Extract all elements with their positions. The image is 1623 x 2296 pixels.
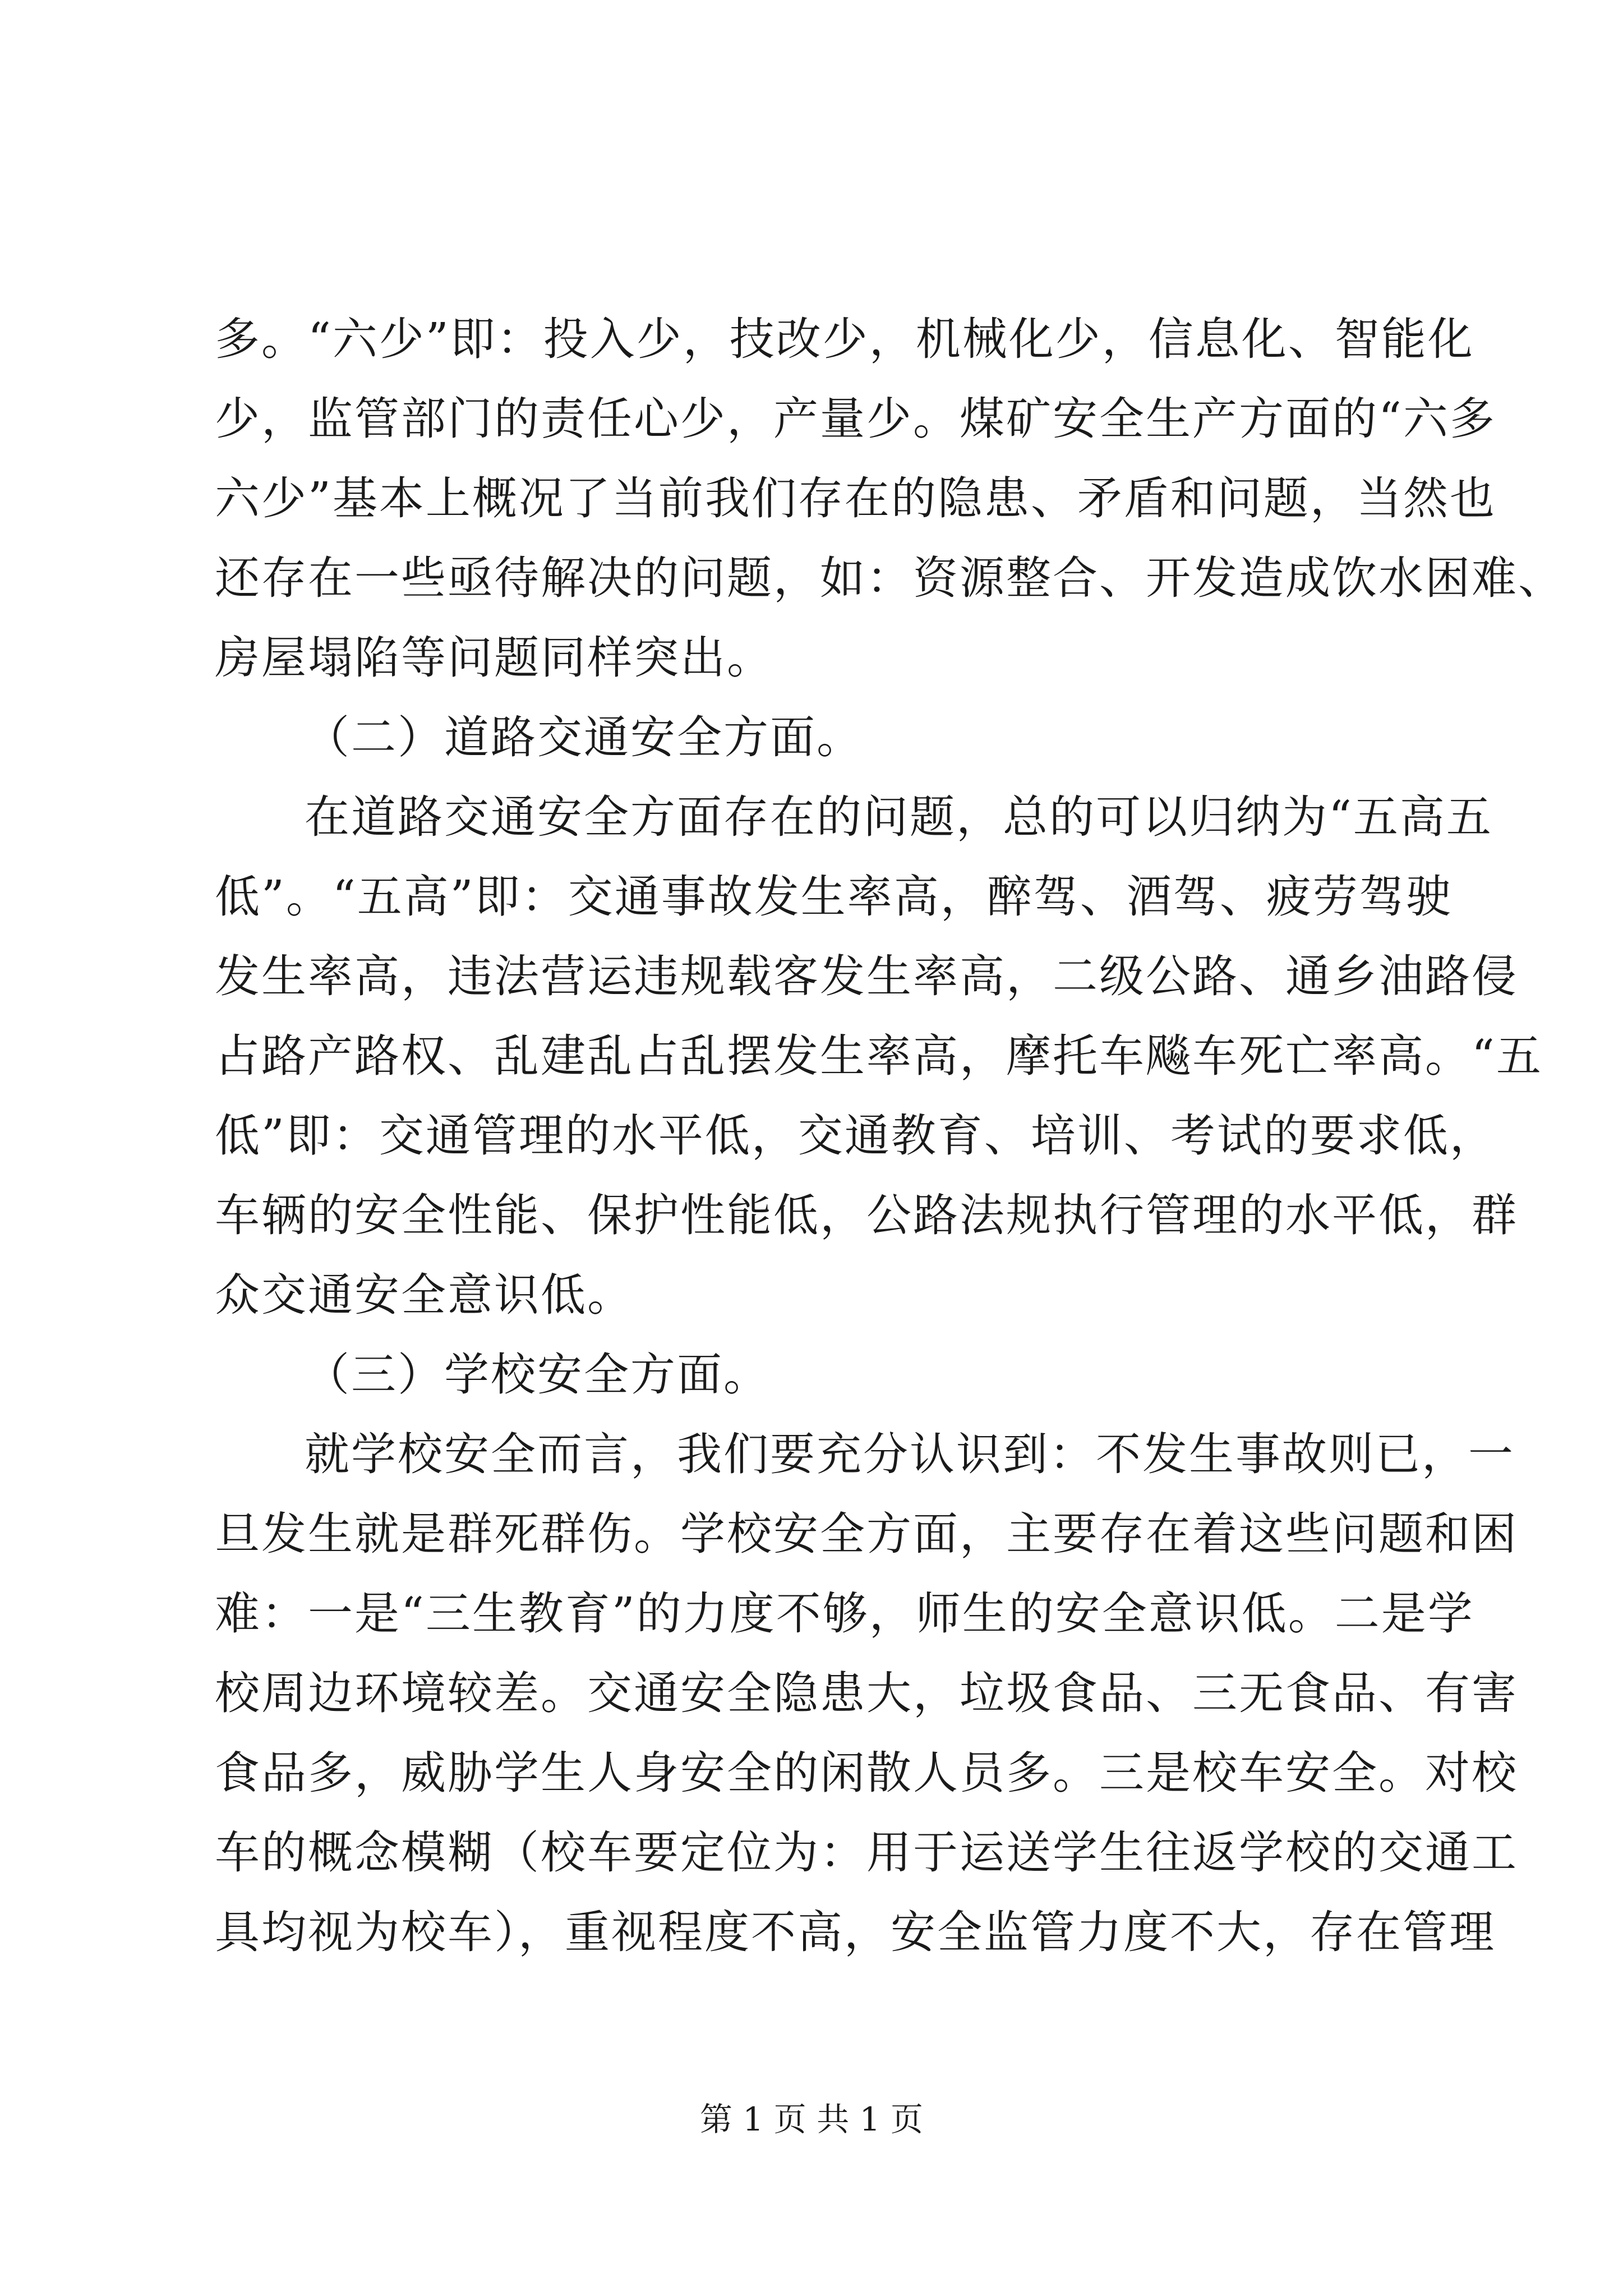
text-line: 车的概念模糊（校车要定位为：用于运送学生往返学校的交通工 [215, 1826, 1518, 1879]
text-line: 在道路交通安全方面存在的问题，总的可以归纳为“五高五 [305, 791, 1493, 843]
text-line: 占路产路权、乱建乱占乱摆发生率高，摩托车飚车死亡率高。“五 [215, 1030, 1543, 1082]
page-footer: 第 1 页 共 1 页 [700, 2100, 923, 2138]
text-line: 还存在一些亟待解决的问题，如：资源整合、开发造成饮水困难、 [215, 552, 1565, 604]
text-line: 众交通安全意识低。 [215, 1269, 634, 1321]
text-line: 车辆的安全性能、保护性能低，公路法规执行管理的水平低，群 [215, 1189, 1518, 1241]
text-line: 房屋塌陷等问题同样突出。 [215, 632, 773, 684]
text-line: 低”即：交通管理的水平低，交通教育、培训、考试的要求低， [215, 1110, 1496, 1162]
text-line: 多。“六少”即：投入少，技改少，机械化少，信息化、智能化 [215, 313, 1474, 365]
text-line: 发生率高，违法营运违规载客发生率高，二级公路、通乡油路侵 [215, 950, 1518, 1002]
section-heading: （二）道路交通安全方面。 [305, 711, 863, 763]
text-line: 校周边环境较差。交通安全隐患大，垃圾食品、三无食品、有害 [215, 1667, 1518, 1719]
text-line: 就学校安全而言，我们要充分认识到：不发生事故则已，一 [305, 1428, 1515, 1480]
text-line: 食品多，威胁学生人身安全的闲散人员多。三是校车安全。对校 [215, 1747, 1518, 1799]
text-line: 具均视为校车），重视程度不高，安全监管力度不大，存在管理 [215, 1906, 1496, 1958]
text-line: 少，监管部门的责任心少，产量少。煤矿安全生产方面的“六多 [215, 393, 1496, 445]
text-line: 旦发生就是群死群伤。学校安全方面，主要存在着这些问题和困 [215, 1508, 1518, 1560]
section-heading: （三）学校安全方面。 [305, 1349, 770, 1401]
text-line: 六少”基本上概况了当前我们存在的隐患、矛盾和问题，当然也 [215, 472, 1496, 524]
text-line: 难：一是“三生教育”的力度不够，师生的安全意识低。二是学 [215, 1588, 1474, 1640]
text-line: 低”。“五高”即：交通事故发生率高，醉驾、酒驾、疲劳驾驶 [215, 871, 1453, 923]
